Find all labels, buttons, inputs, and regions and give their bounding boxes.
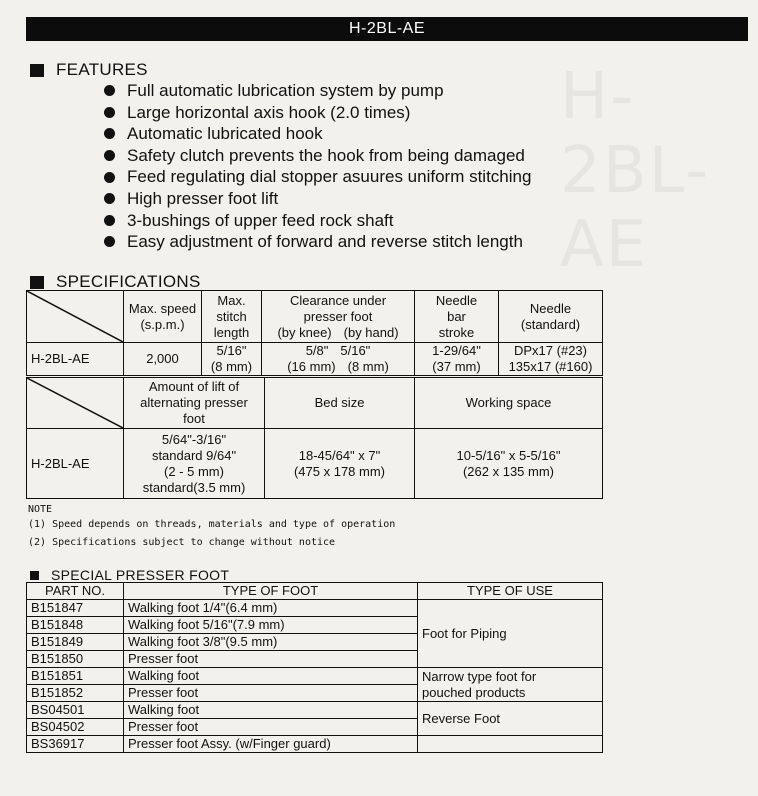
max-speed-header: Max. speed (s.p.m.) — [124, 291, 202, 343]
table-row: BS04502 Presser foot — [27, 719, 603, 736]
bullet-icon — [104, 215, 115, 226]
list-item: 3-bushings of upper feed rock shaft — [104, 210, 531, 232]
bullet-icon — [104, 107, 115, 118]
note-1: (1) Speed depends on threads, materials and type of operation — [28, 519, 396, 530]
features-heading — [30, 60, 148, 80]
list-item: Safety clutch prevents the hook from being damaged — [104, 145, 531, 167]
list-item: Full automatic lubrication system by pump — [104, 80, 531, 102]
table-row: BS36917 Presser foot Assy. (w/Finger guard) — [27, 736, 603, 753]
bullet-icon — [104, 128, 115, 139]
list-item: High presser foot lift — [104, 188, 531, 210]
clearance-header: Clearance under presser foot (by knee) (by hand) — [262, 291, 415, 343]
page-title: H-2BL-AE — [26, 17, 748, 41]
table-row: BS04501 Walking foot Reverse Foot — [27, 702, 603, 719]
needle-cell: DPx17 (#23) 135x17 (#160) — [499, 343, 603, 376]
clearance-cell: 5/8" 5/16" (16 mm) (8 mm) — [262, 343, 415, 376]
bed-size-header: Bed size — [265, 378, 415, 429]
lift-header: Amount of lift of alternating presser foot — [124, 378, 265, 429]
bullet-icon — [104, 150, 115, 161]
square-bullet-icon — [30, 64, 44, 77]
list-item: Automatic lubricated hook — [104, 123, 531, 145]
bullet-icon — [104, 85, 115, 96]
model-cell: H-2BL-AE — [27, 429, 124, 499]
speed-cell: 2,000 — [124, 343, 202, 376]
working-space-cell: 10-5/16" x 5-5/16" (262 x 135 mm) — [415, 429, 603, 499]
note-2: (2) Specifications subject to change without notice — [28, 537, 336, 548]
needle-bar-header: Needle bar stroke — [415, 291, 499, 343]
stroke-cell: 1-29/64" (37 mm) — [415, 343, 499, 376]
bullet-icon — [104, 172, 115, 183]
table-row: B151852 Presser foot — [27, 685, 603, 702]
show-through-text: H-2BL-AE — [560, 60, 711, 282]
needle-header: Needle (standard) — [499, 291, 603, 343]
specifications-heading — [30, 272, 201, 292]
table-row: B151848 Walking foot 5/16"(7.9 mm) — [27, 617, 603, 634]
presser-foot-table — [26, 582, 603, 753]
part-no-header: PART NO. — [27, 583, 124, 600]
bullet-icon — [104, 193, 115, 204]
features-list — [104, 80, 531, 253]
note-label: NOTE — [28, 504, 53, 515]
working-space-header: Working space — [415, 378, 603, 429]
list-item: Easy adjustment of forward and reverse stitch length — [104, 231, 531, 253]
type-of-use-header: TYPE OF USE — [418, 583, 603, 600]
model-cell: H-2BL-AE — [27, 343, 124, 376]
diagonal-header-cell — [27, 378, 124, 429]
use-reverse: Reverse Foot — [418, 702, 603, 736]
square-bullet-icon — [30, 276, 44, 289]
lift-cell: 5/64"-3/16" standard 9/64" (2 - 5 mm) standard(3.5 mm) — [124, 429, 265, 499]
presser-foot-heading — [30, 567, 229, 583]
stitch-cell: 5/16" (8 mm) — [202, 343, 262, 376]
bullet-icon — [104, 236, 115, 247]
list-item: Large horizontal axis hook (2.0 times) — [104, 102, 531, 124]
max-stitch-header: Max. stitch length — [202, 291, 262, 343]
table-row: B151850 Presser foot — [27, 651, 603, 668]
list-item: Feed regulating dial stopper asuures uniform stitching — [104, 166, 531, 188]
use-piping: Foot for Piping — [418, 600, 603, 668]
spec-table-1 — [26, 290, 603, 376]
spec-table-2 — [26, 377, 603, 499]
use-narrow: Narrow type foot for pouched products — [418, 668, 603, 702]
diagonal-header-cell — [27, 291, 124, 343]
specifications-heading-label: SPECIFICATIONS — [56, 272, 201, 291]
table-row: B151851 Walking foot Narrow type foot for pouched products — [27, 668, 603, 685]
table-row: B151847 Walking foot 1/4"(6.4 mm) Foot for Piping — [27, 600, 603, 617]
features-heading-label: FEATURES — [56, 60, 148, 79]
presser-foot-heading-label: SPECIAL PRESSER FOOT — [51, 567, 230, 583]
bed-size-cell: 18-45/64" x 7" (475 x 178 mm) — [265, 429, 415, 499]
square-bullet-icon — [30, 571, 39, 580]
table-row: B151849 Walking foot 3/8"(9.5 mm) — [27, 634, 603, 651]
type-of-foot-header: TYPE OF FOOT — [124, 583, 418, 600]
